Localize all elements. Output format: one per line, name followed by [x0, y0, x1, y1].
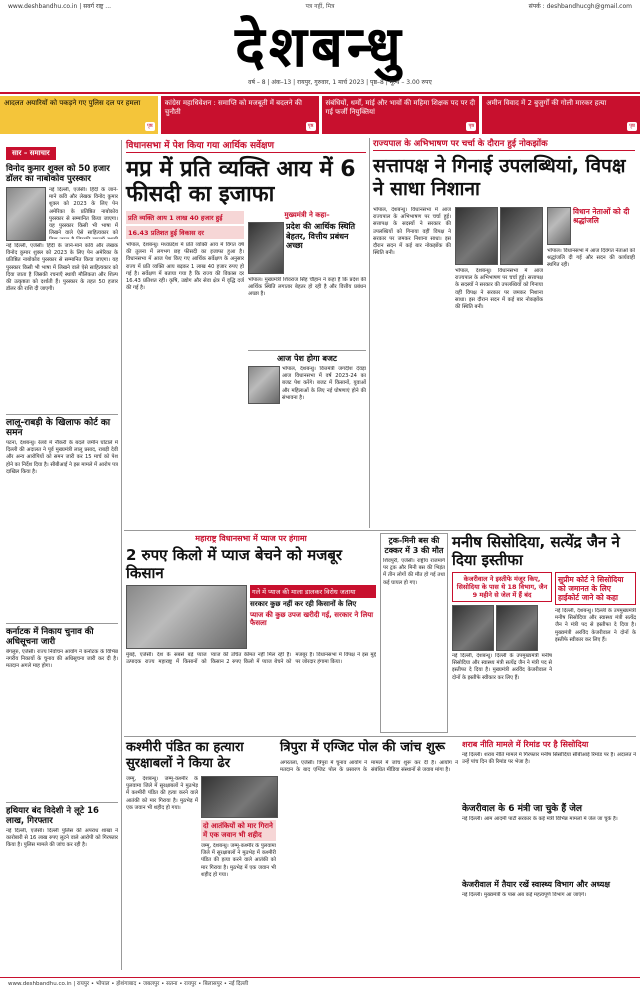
sisodia-story — [452, 533, 636, 733]
inset-box: दो आतंकियों को मार गिराने में एक जवान भी शहीद — [201, 820, 276, 841]
photo-caption: गले में प्याज की माला डालकर विरोध जताया — [250, 585, 376, 598]
top-bar-center: पत्र नहीं, मित्र — [305, 3, 335, 10]
column-divider — [369, 138, 370, 528]
footer-text: www.deshbandhu.co.in | रायपुर • भोपाल • होशंगाबाद • जबलपुर • सतना • रायपुर • बिलासपुर • नई दिल्ली — [8, 981, 249, 987]
callout-box: केजरीवाल ने इस्तीफे मंजूर किए, सिसोदिया के पास थे 18 विभाग, जैन 9 महीने से जेल में हैं बंद — [452, 572, 552, 602]
story-body: नई दिल्ली, एजेंसी। दिल्ली पुलिस की अपराध शाखा ने कारोबारी से 16 लाख रुपए लूटने वाले आरोपी को गिरफ्तार किया है। पुलिस मामले की जांच कर रही है। — [6, 828, 118, 849]
center-top-story — [126, 138, 366, 528]
kashmir-story — [126, 740, 276, 972]
story-body-continued: नई दिल्ली, एजेंसी। हिंदी के जाने-माने कवि और लेखक विनोद कुमार शुक्ल को 2023 के लिए पेन अमेरिका के प्रतिष्ठित नाबोकोव पुरस्कार से सम्मानित किया जाएगा। यह पुरस्कार किसी भी भाषा में लिखने वाले ऐसे साहित्यकार को दिया जाता है जिसकी रचनाएँ स्थायी मौलिकता और शिल्प की उत्कृष्टता को दर्शाती हैं। पुरस्कार के तहत 50 हजार डॉलर की राशि दी जाएगी। — [6, 243, 118, 293]
highlight-bullet: प्रति व्यक्ति आय 1 लाख 40 हजार हुई — [126, 211, 244, 224]
story-kicker: महाराष्ट्र विधानसभा में प्याज पर हंगामा — [195, 534, 307, 543]
minister-photo — [496, 605, 538, 651]
bottom-right-stories — [462, 740, 636, 972]
story-headline[interactable]: विनोद कुमार शुक्ल को 50 हजार डॉलर का नाबोकोव पुरस्कार — [6, 164, 110, 184]
top-bar-left: www.deshbandhu.co.in | सवर्ग राष्ट्र ... — [8, 3, 112, 10]
story-headline[interactable]: शराब नीति मामले में रिमांड पर है सिसोदिया — [462, 740, 589, 749]
cm-body: भोपाल। मुख्यमंत्री शिवराज सिंह चौहान ने कहा है कि प्रदेश की आर्थिक स्थिति लगातार बेहतर हो रही है और वित्तीय प्रबंधन अच्छा है। — [248, 277, 366, 298]
story-headline[interactable]: कर्नाटक में निकाय चुनाव की अधिसूचना जारी — [6, 627, 94, 647]
story-body: भोपाल, देशबन्धु। मध्यप्रदेश में प्रति व्यक्ति आय में विगत वर्ष की तुलना में लगभग छह फीसदी का इजाफा हुआ है। विधानसभा में आज पेश किए गए आर्थिक सर्वेक्षण के अनुसार राज्य में प्रति व्यक्ति आय बढ़कर 1 लाख 40 हजार रुपए हो गई है। सर्वेक्षण में बताया गया है कि राज्य की विकास दर 16.43 प्रतिशत रही। कृषि, उद्योग और सेवा क्षेत्र में वृद्धि दर्ज की गई है। — [126, 242, 244, 292]
leader-photo — [547, 207, 571, 245]
story-body: नई दिल्ली, एजेंसी। हिंदी के जाने-माने कवि और लेखक विनोद कुमार शुक्ल को 2023 के लिए पेन अमेरिका के प्रतिष्ठित नाबोकोव पुरस्कार से सम्मानित किया जाएगा। यह पुरस्कार किसी भी भाषा में लिखने वाले ऐसे साहित्यकार को — [49, 187, 118, 237]
strip-item[interactable]: आदलत अयारियों को पकड़ने गए पुलिस दल पर हमला पृष्ठ — [0, 96, 158, 134]
protest-photo — [126, 585, 247, 649]
story-body: मुंबई, एजेंसी। देश के सबसे बड़े प्याज उत्पादक राज्य महाराष्ट्र में किसानों को प्याज की उचित कीमत नहीं मिल रही है। किसान 2 रुपए किलो में प्याज बेचने को मजबूर हैं। विधानसभा में विपक्ष ने इस मुद्दे पर जोरदार हंगामा किया। — [126, 652, 376, 666]
leader-photo — [500, 207, 543, 265]
story-kicker: विधानसभा में पेश किया गया आर्थिक सर्वेक्षण — [126, 138, 366, 153]
side-headline[interactable]: सरकार कुछ नहीं कर रही किसानों के लिए — [250, 600, 357, 608]
footer — [0, 977, 640, 990]
story-headline[interactable]: हथियार बंद विदेशी ने लूटे 16 लाख, गिरफ्तार — [6, 806, 99, 826]
story-body: भोपाल, देशबन्धु। विधानसभा में आज राज्यपाल के अभिभाषण पर चर्चा हुई। सत्तापक्ष के सदस्यों ने सरकार की उपलब्धियों को गिनाया वहीं विपक्ष ने सरकार पर जमकर निशाना साधा। इस दौरान सदन में कई बार नोकझोंक की स्थिति बनी। — [373, 207, 451, 257]
column-divider — [121, 140, 122, 970]
side-body: भोपाल। विधानसभा में आज दिवंगत नेताओं को श्रद्धांजलि दी गई और सदन की कार्यवाही स्थगित रही। — [547, 248, 635, 269]
section-divider — [124, 736, 636, 737]
story-kicker: राज्यपाल के अभिभाषण पर चर्चा के दौरान हुई नोकझोंक — [373, 138, 635, 151]
leader-photo — [455, 207, 498, 265]
brief-box — [380, 533, 448, 733]
story-body: बेंगलुरु, एजेंसी। राज्य निर्वाचन आयोग ने कर्नाटक के विभिन्न नगरीय निकायों के चुनाव की अधिसूचना जारी कर दी है। मतदान अगले माह होगा। — [6, 649, 118, 670]
story-headline[interactable]: केजरीवाल में तैयार रखें स्वास्थ्य विभाग और अध्यक्ष — [462, 880, 610, 889]
main-headline[interactable]: 2 रुपए किलो में प्याज बेचने को मजबूर किसान — [126, 546, 343, 582]
strip-item[interactable]: अमीन विवाद में 2 बुजुर्गों की गोली मारकर हत्या पृष्ठ — [482, 96, 640, 134]
newspaper-logo: देशबन्धु — [235, 14, 405, 80]
masthead-rule — [0, 92, 640, 94]
right-top-story — [373, 138, 635, 528]
brief-body: शिवपुरी, एजेंसी। राष्ट्रीय राजमार्ग पर ट्रक और मिनी बस की भिड़ंत में तीन लोगों की मौत हो गई तथा कई घायल हो गए। — [383, 558, 445, 586]
strip-item[interactable]: संबंधियों, धर्मों, मांई और भावों की महिमा शिक्षक पद पर दी गई फर्जी नियुक्तियां पृष्ठ — [322, 96, 480, 134]
side-body: नई दिल्ली, देशबन्धु। दिल्ली के उपमुख्यमंत्री मनीष सिसोदिया और स्वास्थ्य मंत्री सत्येंद्र जैन ने मंत्री पद से इस्तीफा दे दिया है। मुख्यमंत्री अरविंद केजरीवाल ने दोनों के इस्तीफे स्वीकार कर लिए हैं। — [555, 608, 636, 643]
top-bar-right: संपर्क : deshbandhucgh@gmail.com — [528, 3, 632, 10]
cm-label: मुख्यमंत्री ने कहा– — [284, 211, 330, 219]
section-label: सार – समाचार — [6, 147, 56, 160]
main-headline[interactable]: कश्मीरी पंडित का हत्यारा सुरक्षाबलों ने किया ढेर — [126, 740, 244, 771]
brief-headline[interactable]: ट्रक-मिनी बस की टक्कर में 3 की मौत — [384, 536, 444, 555]
story-body-continued: भोपाल, देशबन्धु। विधानसभा में आज राज्यपाल के अभिभाषण पर चर्चा हुई। सत्तापक्ष के सदस्यों ने सरकार की उपलब्धियों को गिनाया वहीं विपक्ष ने सरकार पर जमकर निशाना साधा। इस दौरान सदन में कई बार नोकझोंक की स्थिति बनी। — [455, 268, 543, 311]
story-body: अगरतला, एजेंसी। त्रिपुरा में चुनाव आयोग ने मतदान के बाद एग्जिट पोल के प्रसारण के मामले में जांच शुरू कर दी है। आयोग ने संबंधित मीडिया संस्थानों से जवाब मांगा है। — [280, 760, 458, 774]
story-body: नई दिल्ली। शराब नीति मामले में गिरफ्तार मनीष सिसोदिया सीबीआई रिमांड पर हैं। अदालत ने उन्हें पांच दिन की रिमांड पर भेजा है। — [462, 751, 636, 765]
minister-photo — [248, 366, 280, 404]
side-headline[interactable]: सुप्रीम कोर्ट ने सिसोदिया को जमानत के लिए हाईकोर्ट जाने को कहा — [555, 572, 636, 605]
security-photo — [201, 776, 278, 818]
headline-strip — [0, 96, 640, 134]
story-headline[interactable]: केजरीवाल के 6 मंत्री जा चुके हैं जेल — [462, 803, 583, 814]
story-headline[interactable]: लालू-राबड़ी के खिलाफ कोर्ट का समन — [6, 418, 111, 438]
story-body: नई दिल्ली, देशबन्धु। दिल्ली के उपमुख्यमंत्री मनीष सिसोदिया और स्वास्थ्य मंत्री सत्येंद्र जैन ने मंत्री पद से इस्तीफा दे दिया है। मुख्यमंत्री अरविंद केजरीवाल ने दोनों के इस्तीफे स्वीकार कर लिए हैं। — [452, 653, 552, 681]
story-body: जम्मू, देशबन्धु। जम्मू-कश्मीर के पुलवामा जिले में सुरक्षाबलों ने मुठभेड़ में कश्मीरी पंडित की हत्या करने वाले आतंकी को मार गिराया है। मुठभेड़ में एक जवान भी शहीद हो गया। — [126, 776, 198, 811]
minister-photo — [452, 605, 494, 651]
masthead — [0, 14, 640, 88]
section-divider — [124, 530, 636, 531]
masthead-meta: वर्ष – 8 | अंक–13 | रायपुर, गुरुवार, 1 मार्च 2023 | पृष्ठ–8 | मूल्य – 3.00 रुपए — [248, 79, 432, 86]
author-photo — [6, 187, 46, 241]
main-headline[interactable]: त्रिपुरा में एग्जिट पोल की जांच शुरू — [280, 740, 445, 755]
left-column — [6, 140, 118, 970]
highlight-bullet: 16.43 प्रतिशत हुई विकास दर — [126, 226, 244, 239]
top-bar — [0, 0, 640, 14]
story-body: नई दिल्ली। आम आदमी पार्टी सरकार के कई मंत्री विभिन्न मामलों में जेल जा चुके हैं। — [462, 816, 618, 822]
story-body-continued: जम्मू, देशबन्धु। जम्मू-कश्मीर के पुलवामा जिले में सुरक्षाबलों ने मुठभेड़ में कश्मीरी पंडित की हत्या करने वाले आतंकी को मार गिराया है। मुठभेड़ में एक जवान भी शहीद हो गया। — [201, 843, 276, 878]
side-subhead: प्याज की कुछ उपज खरीदी गई, सरकार ने लिया फैसला — [250, 610, 374, 627]
budget-body: भोपाल, देशबन्धु। वित्तमंत्री जगदीश देवड़ा आज विधानसभा में वर्ष 2023-24 का बजट पेश करेंगे। बजट में किसानों, युवाओं और महिलाओं के लिए नई घोषणाएं होने की संभावना है। — [282, 366, 366, 401]
cm-photo — [248, 222, 284, 274]
story-body: पटना, देशबन्धु। रेलवे में नौकरी के बदले जमीन घोटाले में दिल्ली की अदालत ने पूर्व मुख्यमंत्री लालू प्रसाद, राबड़ी देवी और अन्य आरोपियों को समन जारी कर 15 मार्च को पेश होने का निर्देश दिया है। सीबीआई ने इस मामले में आरोप पत्र दाखिल किया है। — [6, 440, 118, 475]
strip-item[interactable]: कांग्रेस महाधिवेशन : समाप्ति को मजबूती में बदलने की चुनौती पृष्ठ — [161, 96, 319, 134]
story-body: नई दिल्ली। मुख्यमंत्री के पास अब कई महत्वपूर्ण विभाग आ जाएंगे। — [462, 891, 587, 898]
main-headline[interactable]: मप्र में प्रति व्यक्ति आय में 6 फीसदी का इजाफा — [126, 157, 356, 207]
main-headline[interactable]: सत्तापक्ष ने गिनाई उपलब्धियां, विपक्ष ने साधा निशाना — [373, 155, 626, 200]
tripura-story — [280, 740, 458, 972]
main-headline[interactable]: मनीष सिसोदिया, सत्येंद्र जैन ने दिया इस्तीफा — [452, 533, 620, 569]
budget-headline[interactable]: आज पेश होगा बजट — [248, 350, 366, 364]
side-headline[interactable]: विधान नेताओं को दी श्रद्धांजलि — [572, 207, 630, 225]
cm-quote[interactable]: प्रदेश की आर्थिक स्थिति बेहतर, वित्तीय प्रबंधन अच्छा — [286, 222, 356, 250]
onion-story — [126, 533, 376, 733]
